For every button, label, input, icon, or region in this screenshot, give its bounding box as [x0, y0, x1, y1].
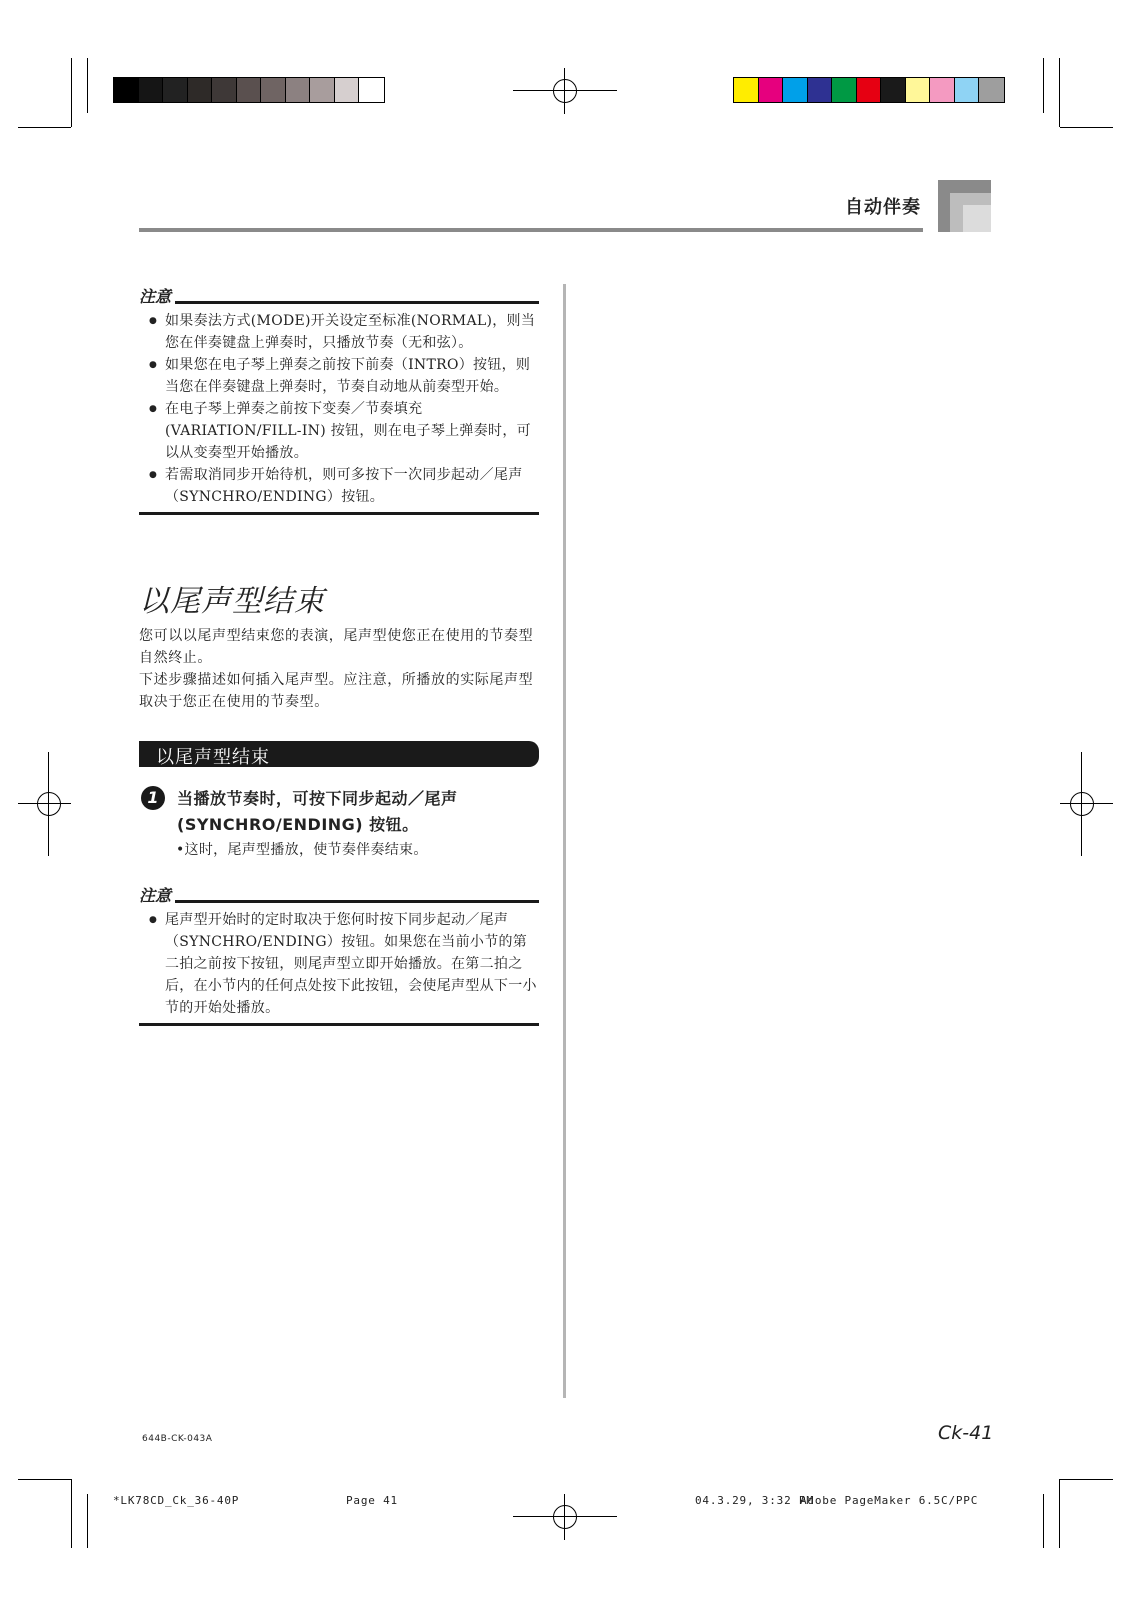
crop-mark — [1059, 58, 1060, 127]
header-rule — [139, 228, 923, 232]
color-swatch — [955, 78, 980, 102]
body-paragraph: 下述步骤描述如何插入尾声型。应注意，所播放的实际尾声型取决于您正在使用的节奏型。 — [139, 672, 534, 710]
note-box — [139, 885, 539, 1026]
color-swatch — [930, 78, 955, 102]
slug-application: Adobe PageMaker 6.5C/PPC — [800, 1494, 979, 1507]
note-item: ● 如果奏法方式(MODE)开关设定至标准(NORMAL)，则当您在伴奏键盘上弹奏时，只播放节奏（无和弦）。 — [139, 310, 539, 354]
body-paragraph: 您可以以尾声型结束您的表演，尾声型使您正在使用的节奏型自然终止。 — [139, 628, 534, 666]
step-line: 当播放节奏时，可按下同步起动／尾声 — [177, 789, 458, 808]
note-title: 注意 — [139, 886, 172, 905]
note-rule — [139, 512, 539, 515]
column-divider — [563, 284, 566, 1398]
crop-mark — [18, 1479, 71, 1480]
color-swatch — [857, 78, 882, 102]
note-rule — [139, 1023, 539, 1026]
crop-mark — [18, 127, 71, 128]
crop-mark — [1059, 1479, 1060, 1548]
page-number: Ck-41 — [938, 1422, 994, 1444]
grayscale-calibration-strip — [113, 77, 385, 103]
gray-swatch — [163, 78, 188, 102]
crop-mark — [1060, 127, 1113, 128]
note-box — [139, 286, 539, 515]
section-title: 以尾声型结束 — [139, 584, 325, 619]
section-header: 自动伴奏 — [845, 197, 921, 218]
header-tab-block — [963, 205, 991, 232]
note-item: ● 尾声型开始时的定时取决于您何时按下同步起动／尾声（SYNCHRO/ENDING）按钮。如果您在当前小节的第二拍之前按下按钮，则尾声型立即开始播放。在第二拍之后，在小节内的任何点处按下此按钮，会使尾声型从下一小节的开始处播放。 — [139, 909, 539, 1019]
gray-swatch — [359, 78, 384, 102]
gray-swatch — [335, 78, 360, 102]
gray-swatch — [237, 78, 262, 102]
step-number-icon: 1 — [141, 786, 165, 810]
color-swatch — [979, 78, 1004, 102]
note-title: 注意 — [139, 287, 172, 306]
color-swatch — [906, 78, 931, 102]
color-swatch — [881, 78, 906, 102]
procedure-title: 以尾声型结束 — [156, 747, 270, 768]
procedure-heading — [139, 741, 539, 767]
color-swatch — [832, 78, 857, 102]
gray-swatch — [310, 78, 335, 102]
registration-mark-bottom — [513, 1494, 617, 1540]
note-rule — [175, 900, 539, 903]
color-swatch — [808, 78, 833, 102]
registration-mark-left — [18, 752, 71, 856]
crop-mark — [71, 1479, 72, 1548]
note-rule — [175, 301, 539, 304]
note-item: ● 如果您在电子琴上弹奏之前按下前奏（INTRO）按钮，则当您在伴奏键盘上弹奏时，节奏自动地从前奏型开始。 — [139, 354, 539, 398]
slug-page: Page 41 — [346, 1494, 398, 1507]
crop-mark — [87, 58, 88, 113]
gray-swatch — [139, 78, 164, 102]
color-calibration-strip — [733, 77, 1005, 103]
crop-mark — [87, 1494, 88, 1548]
step-result: •这时，尾声型播放，使节奏伴奏结束。 — [176, 842, 428, 858]
slug-date: 04.3.29, 3:32 PM — [695, 1494, 814, 1507]
note-item: ● 在电子琴上弹奏之前按下变奏／节奏填充 (VARIATION/FILL-IN) 按钮，则在电子琴上弹奏时，可以从变奏型开始播放。 — [139, 398, 539, 464]
step-instruction — [177, 786, 458, 838]
crop-mark — [71, 58, 72, 127]
registration-mark-right — [1060, 752, 1113, 856]
crop-mark — [1043, 1494, 1044, 1548]
gray-swatch — [261, 78, 286, 102]
step-line: (SYNCHRO/ENDING) 按钮。 — [177, 815, 419, 834]
color-swatch — [734, 78, 759, 102]
gray-swatch — [188, 78, 213, 102]
note-item: ● 若需取消同步开始待机，则可多按下一次同步起动／尾声（SYNCHRO/ENDING）按钮。 — [139, 464, 539, 508]
crop-mark — [1060, 1479, 1113, 1480]
color-swatch — [759, 78, 784, 102]
crop-mark — [1043, 58, 1044, 113]
gray-swatch — [286, 78, 311, 102]
document-code: 644B-CK-043A — [142, 1434, 213, 1444]
slug-filename: *LK78CD_Ck_36-40P — [113, 1494, 240, 1507]
registration-mark-top — [513, 68, 617, 114]
color-swatch — [783, 78, 808, 102]
gray-swatch — [114, 78, 139, 102]
gray-swatch — [212, 78, 237, 102]
